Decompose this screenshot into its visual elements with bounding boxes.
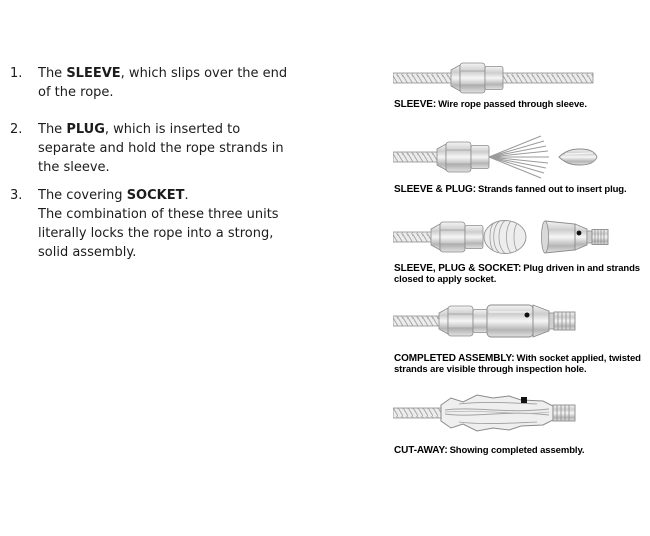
figure-caption-sleeve	[394, 100, 646, 111]
socket-part	[487, 305, 575, 337]
item-text	[38, 186, 348, 262]
wire-rope	[393, 408, 443, 418]
caption-text: With socket applied, twisted	[516, 353, 641, 364]
item-tail: , which slips over the end	[120, 66, 288, 81]
caption-text: Wire rope passed through sleeve.	[438, 99, 587, 110]
plug-part	[559, 149, 597, 165]
figure-caption-sleeve-plug-socket	[394, 264, 646, 285]
figure-caption-sleeve-plug	[394, 185, 646, 196]
wire-rope	[393, 232, 437, 242]
figure-caption-cut-away	[394, 446, 646, 457]
wire-rope	[393, 152, 443, 162]
sleeve-part	[431, 222, 483, 252]
instruction-item-plug	[10, 120, 348, 177]
item-line: the sleeve.	[38, 160, 110, 175]
item-number: 1.	[10, 66, 23, 81]
item-number: 2.	[10, 122, 23, 137]
closed-strands-bulb	[484, 221, 526, 254]
item-line	[38, 120, 348, 139]
completed-assembly-illustration	[393, 296, 608, 348]
item-text	[38, 64, 348, 102]
item-tail: .	[184, 188, 189, 203]
sleeve-part	[437, 142, 489, 172]
item-line	[38, 64, 348, 83]
item-tail: , which is inserted to	[104, 122, 241, 137]
item-line: literally locks the rope into a strong,	[38, 226, 274, 241]
item-lead: The	[38, 66, 67, 81]
item-number: 3.	[10, 188, 23, 203]
inspection-hole	[521, 397, 527, 403]
item-line	[38, 186, 348, 205]
sleeve-part	[439, 306, 491, 336]
cut-away-illustration	[393, 386, 608, 442]
caption-label: SLEEVE:	[394, 99, 437, 110]
item-term: SLEEVE	[66, 66, 121, 81]
item-lead: The	[38, 122, 67, 137]
sleeve-and-plug-illustration	[393, 132, 603, 182]
figure-caption-completed-assembly	[394, 354, 646, 375]
fanned-strands	[489, 136, 549, 178]
caption-label: SLEEVE, PLUG & SOCKET:	[394, 263, 522, 274]
instruction-item-sleeve	[10, 64, 348, 102]
item-term: SOCKET	[126, 188, 185, 203]
sleeve-illustration	[393, 54, 603, 102]
caption-text: Showing completed assembly.	[449, 445, 585, 456]
inspection-hole	[525, 313, 530, 318]
cutaway-body	[441, 395, 553, 431]
caption-text: Plug driven in and strands	[523, 263, 640, 274]
caption-text-line2: strands are visible through inspection hole.	[394, 363, 587, 375]
caption-label: CUT-AWAY:	[394, 445, 448, 456]
socket-part	[542, 221, 609, 253]
caption-label: COMPLETED ASSEMBLY:	[394, 353, 515, 364]
sleeve-part	[451, 63, 503, 93]
item-lead: The covering	[38, 188, 127, 203]
caption-text: Strands fanned out to insert plug.	[477, 184, 627, 195]
item-line: The combination of these three units	[38, 207, 279, 222]
item-line: of the rope.	[38, 85, 114, 100]
threaded-end	[553, 405, 575, 421]
sleeve-plug-socket-illustration	[393, 213, 618, 263]
item-term: PLUG	[66, 122, 105, 137]
item-line: separate and hold the rope strands in	[38, 141, 284, 156]
item-line: solid assembly.	[38, 245, 137, 260]
item-text	[38, 120, 348, 177]
inspection-hole	[577, 231, 582, 236]
caption-text-line2: closed to apply socket.	[394, 273, 497, 285]
instruction-item-socket	[10, 186, 348, 262]
wire-rope	[393, 316, 445, 326]
caption-label: SLEEVE & PLUG:	[394, 184, 476, 195]
